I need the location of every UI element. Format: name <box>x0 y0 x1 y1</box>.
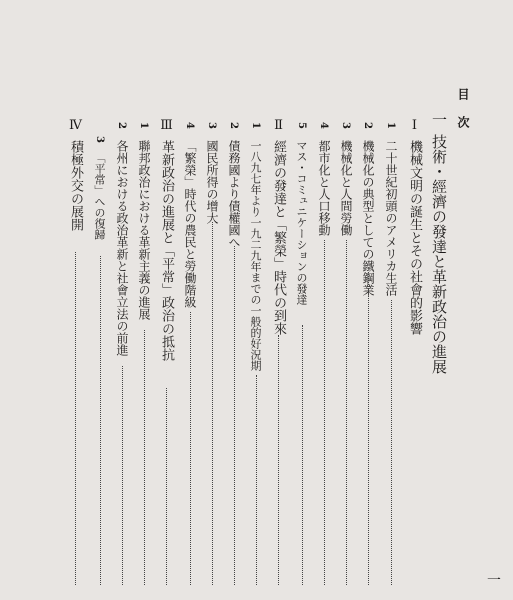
dot-leader <box>368 272 371 585</box>
section-title: 聯邦政治における革新主義の進展 <box>137 140 151 320</box>
section-title: マス・コミュニケーションの發達 <box>295 140 308 305</box>
section-number: 3 <box>340 122 351 129</box>
section-number: 2 <box>116 122 127 129</box>
section-title: 「平常」への復歸 <box>93 152 106 240</box>
section-title: 機械化の典型としての鐵鋼業 <box>361 140 375 296</box>
chapter-number: Ⅲ <box>159 118 174 133</box>
toc-title: 目 次 <box>456 88 470 130</box>
section-title: 一八九七年より一九二九年までの一般的好況期 <box>249 140 262 371</box>
dot-leader <box>190 312 193 585</box>
part-title: 技術・經濟の發達と革新政治の進展 <box>430 134 448 374</box>
section-title: 「繁榮」時代の農民と勞働階級 <box>183 140 197 308</box>
dot-leader <box>302 325 305 585</box>
dot-leader <box>391 300 394 585</box>
dot-leader <box>278 335 281 585</box>
dot-leader <box>166 388 169 585</box>
dot-leader <box>234 246 237 585</box>
section-number: 5 <box>296 122 307 129</box>
dot-leader <box>144 330 147 585</box>
section-number: 1 <box>250 122 261 129</box>
chapter-number: Ⅳ <box>68 118 83 133</box>
page-number: 一 <box>487 573 501 589</box>
chapter-title: 經濟の發達と「繁榮」時代の到來 <box>271 140 286 335</box>
dot-leader <box>122 366 125 585</box>
dot-leader <box>346 240 349 585</box>
section-number: 4 <box>184 122 195 129</box>
section-number: 3 <box>206 122 217 129</box>
dot-leader <box>256 375 259 585</box>
section-title: 各州における政治革新と社會立法の前進 <box>115 140 129 356</box>
section-title: 都市化と人口移動 <box>317 140 331 236</box>
chapter-title: 革新政治の進展と「平常」政治の抵抗 <box>159 140 174 361</box>
section-number: 2 <box>362 122 373 129</box>
chapter-title: 積極外交の展開 <box>68 140 83 231</box>
chapter-title: 機械文明の誕生とその社會的影響 <box>407 140 422 335</box>
chapter-number: Ⅰ <box>407 118 422 133</box>
section-number: 1 <box>138 122 149 129</box>
section-number: 3 <box>94 136 105 143</box>
dot-leader <box>324 240 327 585</box>
section-number: 2 <box>228 122 239 129</box>
dot-leader <box>100 256 103 585</box>
part-number: 一 <box>430 112 448 127</box>
chapter-number: Ⅱ <box>271 118 286 133</box>
section-title: 債務國より債權國へ <box>227 140 241 248</box>
section-number: 4 <box>318 122 329 129</box>
section-title: 機械化と人間勞働 <box>339 140 353 236</box>
section-number: 1 <box>385 122 396 129</box>
section-title: 國民所得の增大 <box>205 140 219 224</box>
section-title: 二十世紀初頭のアメリカ生活 <box>384 140 398 296</box>
dot-leader <box>75 252 78 585</box>
dot-leader <box>212 222 215 585</box>
